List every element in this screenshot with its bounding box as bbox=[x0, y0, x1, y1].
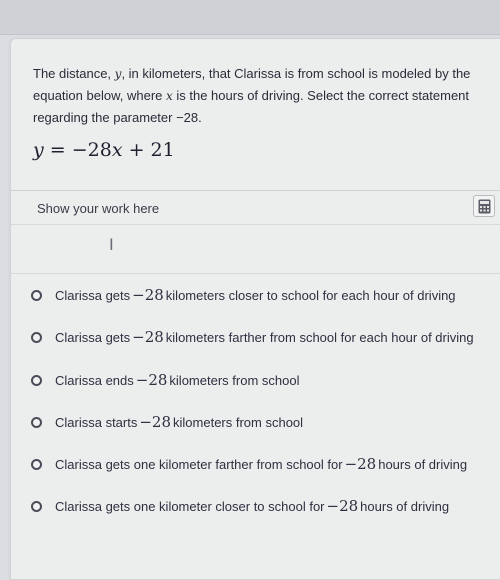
choice-number: −28 bbox=[344, 455, 377, 473]
choice-text-pre: Clarissa gets one kilometer farther from school for bbox=[55, 456, 343, 472]
choice-6[interactable] bbox=[31, 493, 449, 519]
calculator-button[interactable] bbox=[473, 195, 495, 217]
choice-text-post: hours of driving bbox=[360, 498, 450, 514]
choice-text-post: kilometers closer to school for each hour of driving bbox=[165, 287, 456, 303]
equation-rest: + 21 bbox=[122, 139, 175, 161]
choice-text-post: kilometers farther from school for each hour of driving bbox=[165, 329, 474, 345]
show-work-label: Show your work here bbox=[37, 201, 160, 216]
choice-1[interactable] bbox=[31, 282, 456, 308]
prompt-text-a: The distance, bbox=[33, 66, 115, 81]
choice-text-post: kilometers from school bbox=[173, 414, 304, 430]
prompt-text-b: , in kilometers, that Clarissa is from school is modeled by the equation below, where bbox=[33, 66, 471, 103]
choice-text-post: hours of driving bbox=[378, 456, 468, 472]
choice-text-pre: Clarissa gets bbox=[55, 287, 131, 303]
choice-number: −28 bbox=[132, 328, 164, 346]
top-bar bbox=[0, 0, 500, 35]
equation bbox=[33, 139, 175, 161]
choice-text-pre: Clarissa ends bbox=[55, 372, 134, 388]
equation-var: x bbox=[111, 139, 123, 161]
choice-text-pre: Clarissa starts bbox=[55, 414, 138, 430]
radio-button[interactable] bbox=[31, 459, 42, 470]
choice-text-post: kilometers from school bbox=[169, 372, 300, 388]
divider bbox=[11, 273, 500, 274]
choice-number: −28 bbox=[135, 371, 168, 389]
choice-number: −28 bbox=[326, 497, 359, 515]
choice-number: −28 bbox=[132, 286, 164, 304]
choice-4[interactable] bbox=[31, 409, 303, 435]
radio-button[interactable] bbox=[31, 501, 42, 512]
question-prompt bbox=[33, 63, 483, 128]
choice-5[interactable] bbox=[31, 451, 467, 477]
variable-y: y bbox=[114, 67, 122, 81]
choice-number: −28 bbox=[139, 413, 172, 431]
radio-button[interactable] bbox=[31, 332, 42, 343]
choice-2[interactable] bbox=[31, 324, 474, 350]
prompt-text-c: is the hours of driving. Select the correct statement regarding the parameter bbox=[33, 88, 470, 125]
work-input-area[interactable] bbox=[11, 225, 500, 273]
equation-eq: = −28 bbox=[43, 139, 112, 161]
parameter-value: −28. bbox=[176, 110, 202, 125]
text-cursor-icon: I bbox=[109, 235, 114, 254]
radio-button[interactable] bbox=[31, 417, 42, 428]
radio-button[interactable] bbox=[31, 290, 42, 301]
choice-text-pre: Clarissa gets bbox=[55, 329, 131, 345]
question-card bbox=[10, 38, 500, 580]
calculator-icon bbox=[478, 199, 491, 214]
choice-3[interactable] bbox=[31, 367, 299, 393]
variable-x: x bbox=[165, 89, 173, 103]
choice-text-pre: Clarissa gets one kilometer closer to school for bbox=[55, 498, 325, 514]
equation-lhs: y bbox=[33, 139, 44, 161]
divider bbox=[11, 190, 500, 191]
radio-button[interactable] bbox=[31, 375, 42, 386]
